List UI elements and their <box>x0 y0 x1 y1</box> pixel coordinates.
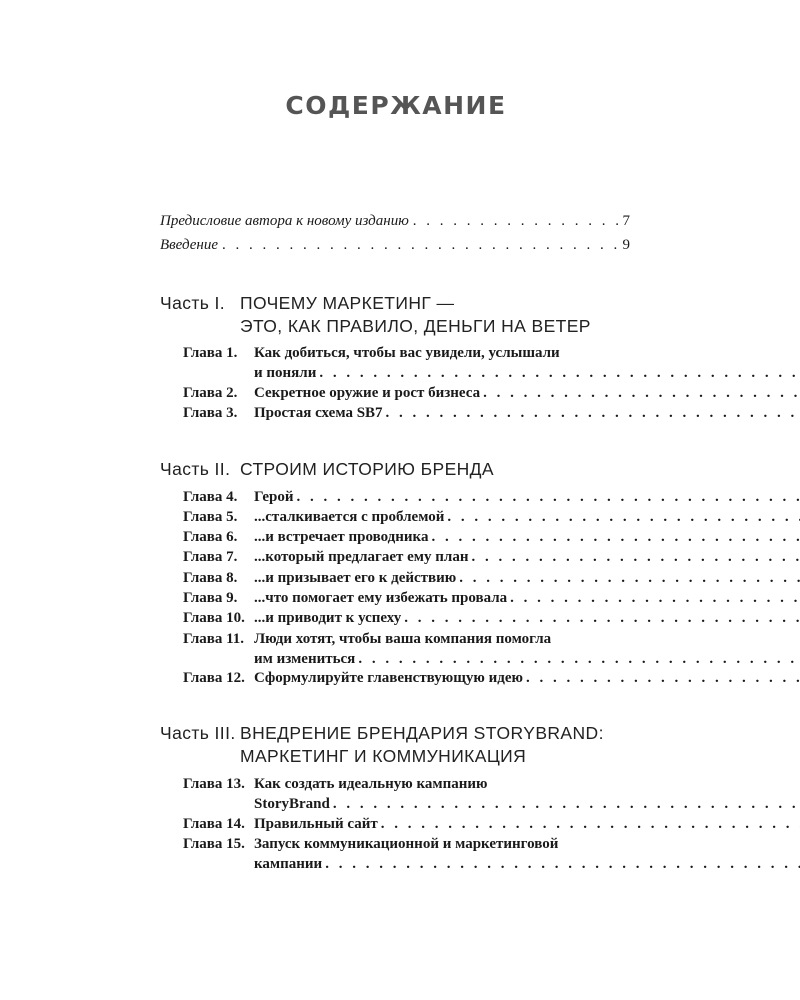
chapter-title-line: ...что помогает ему избежать провала <box>254 590 508 606</box>
part-title-line: ПОЧЕМУ МАРКЕТИНГ — <box>240 293 455 313</box>
dot-leader <box>483 383 800 403</box>
toc-chapter-1[interactable] <box>183 343 631 383</box>
chapter-number: Глава 14. <box>183 816 245 832</box>
chapter-number: Глава 13. <box>183 776 245 792</box>
chapter-title-line: Как создать идеальную кампанию <box>254 776 488 792</box>
part-label: Часть II. <box>160 459 231 479</box>
dot-leader <box>381 814 800 834</box>
chapter-title-line: Герой <box>254 489 294 505</box>
chapter-title-line: Запуск коммуникационной и маркетинговой <box>254 836 559 852</box>
toc-chapter-8[interactable] <box>183 568 631 588</box>
chapter-title-line: Простая схема SB7 <box>254 405 383 421</box>
part-label: Часть I. <box>160 293 226 313</box>
dot-leader <box>404 608 800 628</box>
toc-entry-introduction[interactable] <box>160 236 630 254</box>
dot-leader <box>319 363 800 383</box>
entry-label: Предисловие автора к новому изданию <box>160 213 409 229</box>
toc-chapter-15[interactable] <box>183 834 631 874</box>
dot-leader <box>431 527 800 547</box>
chapter-title-line: Сформулируйте главенствующую идею <box>254 670 523 686</box>
part-title-line: СТРОИМ ИСТОРИЮ БРЕНДА <box>240 459 494 479</box>
dot-leader <box>471 547 800 567</box>
toc-chapter-6[interactable] <box>183 527 631 547</box>
dot-leader <box>386 403 800 423</box>
chapter-number: Глава 4. <box>183 489 238 505</box>
chapter-title-line: ...и приводит к успеху <box>254 610 402 626</box>
part-title-line: ВНЕДРЕНИЕ БРЕНДАРИЯ STORYBRAND: <box>240 723 604 743</box>
chapter-title-line: Правильный сайт <box>254 816 378 832</box>
chapter-number: Глава 5. <box>183 509 238 525</box>
dot-leader <box>526 668 800 688</box>
chapter-title-line: ...который предлагает ему план <box>254 549 469 565</box>
toc-chapter-5[interactable] <box>183 507 631 527</box>
chapter-number: Глава 8. <box>183 570 238 586</box>
toc-chapter-10[interactable] <box>183 608 631 628</box>
dot-leader <box>358 649 800 669</box>
chapter-title-line: и поняли <box>254 365 317 381</box>
toc-chapter-14[interactable] <box>183 814 631 834</box>
chapter-title-line: ...сталкивается с проблемой <box>254 509 445 525</box>
chapter-title-line: Люди хотят, чтобы ваша компания помогла <box>254 631 552 647</box>
chapter-title-line: Секретное оружие и рост бизнеса <box>254 385 481 401</box>
part-label: Часть III. <box>160 723 236 743</box>
toc-chapter-4[interactable] <box>183 487 631 507</box>
dot-leader <box>510 588 800 608</box>
part-title-line: МАРКЕТИНГ И КОММУНИКАЦИЯ <box>240 746 527 766</box>
dot-leader <box>222 236 619 254</box>
part-title-line: ЭТО, КАК ПРАВИЛО, ДЕНЬГИ НА ВЕТЕР <box>240 316 591 336</box>
chapter-title-line: StoryBrand <box>254 796 330 812</box>
toc-chapter-11[interactable] <box>183 629 631 669</box>
toc-chapter-2[interactable] <box>183 383 631 403</box>
toc-entry-preface[interactable] <box>160 212 630 230</box>
dot-leader <box>297 487 800 507</box>
dot-leader <box>447 507 800 527</box>
toc-chapter-13[interactable] <box>183 774 631 814</box>
toc-chapter-12[interactable] <box>183 668 631 688</box>
chapter-number: Глава 12. <box>183 670 245 686</box>
chapter-title-line: ...и призывает его к действию <box>254 570 457 586</box>
dot-leader <box>459 568 800 588</box>
chapter-number: Глава 7. <box>183 549 238 565</box>
page-number: 9 <box>622 237 630 253</box>
chapter-title-line: кампании <box>254 856 323 872</box>
chapter-number: Глава 6. <box>183 529 238 545</box>
page-number: 7 <box>622 213 630 229</box>
chapter-number: Глава 2. <box>183 385 238 401</box>
chapter-number: Глава 9. <box>183 590 238 606</box>
chapter-title-line: ...и встречает проводника <box>254 529 429 545</box>
dot-leader <box>325 854 800 874</box>
entry-label: Введение <box>160 237 218 253</box>
chapter-number: Глава 1. <box>183 345 238 361</box>
chapter-title-line: Как добиться, чтобы вас увидели, услышали <box>254 345 560 361</box>
chapter-title-line: им измениться <box>254 651 356 667</box>
toc-chapter-3[interactable] <box>183 403 631 423</box>
part-heading-3[interactable] <box>160 722 640 768</box>
chapter-number: Глава 10. <box>183 610 245 626</box>
part-heading-2[interactable] <box>160 458 640 481</box>
chapter-number: Глава 15. <box>183 836 245 852</box>
chapter-number: Глава 11. <box>183 631 245 647</box>
part-heading-1[interactable] <box>160 292 640 338</box>
page-title: СОДЕРЖАНИЕ <box>285 91 507 120</box>
dot-leader <box>413 212 619 230</box>
toc-chapter-9[interactable] <box>183 588 631 608</box>
dot-leader <box>333 794 800 814</box>
toc-chapter-7[interactable] <box>183 547 631 567</box>
chapter-number: Глава 3. <box>183 405 238 421</box>
